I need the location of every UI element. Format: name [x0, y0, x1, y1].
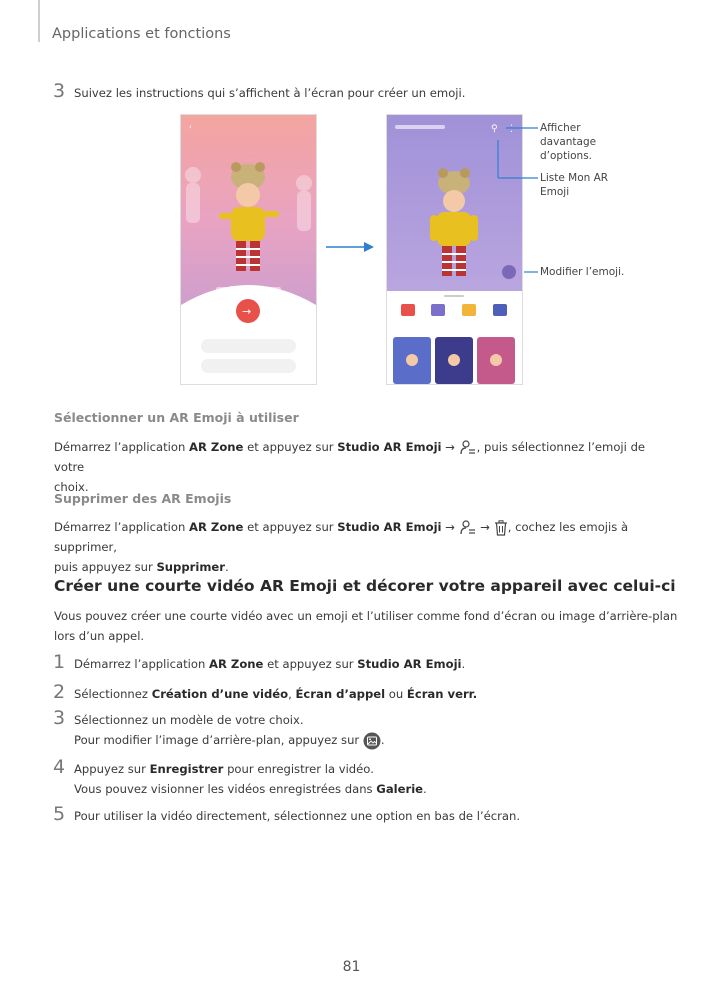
svg-text:⚲: ⚲: [491, 124, 498, 134]
section-title-select: Sélectionner un AR Emoji à utiliser: [54, 410, 299, 425]
step-text: Sélectionnez un modèle de votre choix. Pour modifier l’image d’arrière-plan, appuyez sur .: [74, 710, 385, 750]
callout-more-options: Afficher davantage d’options.: [540, 122, 597, 162]
step-number: 3: [53, 707, 66, 729]
svg-text:⋮: ⋮: [507, 124, 516, 134]
my-emoji-list-icon: [459, 519, 477, 537]
step-number: 4: [53, 756, 66, 778]
step-text: Suivez les instructions qui s’affichent à l’écran pour créer un emoji.: [74, 86, 466, 100]
step-number: 1: [53, 651, 66, 673]
video-intro: Vous pouvez créer une courte vidéo avec un emoji et l’utiliser comme fond d’écran ou image d’arrière-plan lors d’un appel.: [54, 609, 678, 643]
phone-screenshot-left: [180, 114, 317, 385]
step-text: Démarrez l’application AR Zone et appuyez sur Studio AR Emoji.: [74, 657, 466, 671]
trash-icon: [494, 520, 508, 536]
step-text: Sélectionnez Création d’une vidéo, Écran d’appel ou Écran verr.: [74, 687, 478, 701]
section-title-delete: Supprimer des AR Emojis: [54, 491, 232, 506]
background-image-icon: [363, 732, 381, 750]
step-text: Pour utiliser la vidéo directement, sélectionnez une option en bas de l’écran.: [74, 809, 521, 823]
header-title: Applications et fonctions: [52, 26, 231, 42]
callout-edit: Modifier l’emoji.: [540, 266, 625, 278]
step-number: 2: [53, 681, 66, 703]
avatar-figure: [430, 168, 478, 276]
step-number: 3: [53, 80, 66, 102]
header-rule: [38, 0, 40, 42]
flow-arrow-icon: [326, 240, 376, 254]
delete-paragraph: Démarrez l’application AR Zone et appuyez sur Studio AR Emoji → → , cochez les emojis à supprimer, puis appuyez sur Supprimer.: [54, 520, 629, 574]
select-paragraph: Démarrez l’application AR Zone et appuyez sur Studio AR Emoji → , puis sélectionnez l’emoji de votre choix.: [54, 440, 646, 494]
callout-lines: [490, 118, 540, 278]
section-title-video: Créer une courte vidéo AR Emoji et décorer votre appareil avec celui-ci: [54, 577, 676, 595]
page-number: 81: [342, 959, 361, 975]
avatar-figure: [219, 162, 279, 271]
my-emoji-list-icon: [459, 439, 477, 457]
svg-text:→: →: [242, 305, 252, 318]
phone-left-illustration: [181, 115, 316, 384]
step-text: Appuyez sur Enregistrer pour enregistrer la vidéo. Vous pouvez visionner les vidéos enregistrées dans Galerie.: [74, 762, 427, 796]
callout-my-list: Liste Mon AR Emoji: [540, 172, 609, 198]
svg-text:‹: ‹: [189, 123, 192, 131]
step-number: 5: [53, 803, 66, 825]
